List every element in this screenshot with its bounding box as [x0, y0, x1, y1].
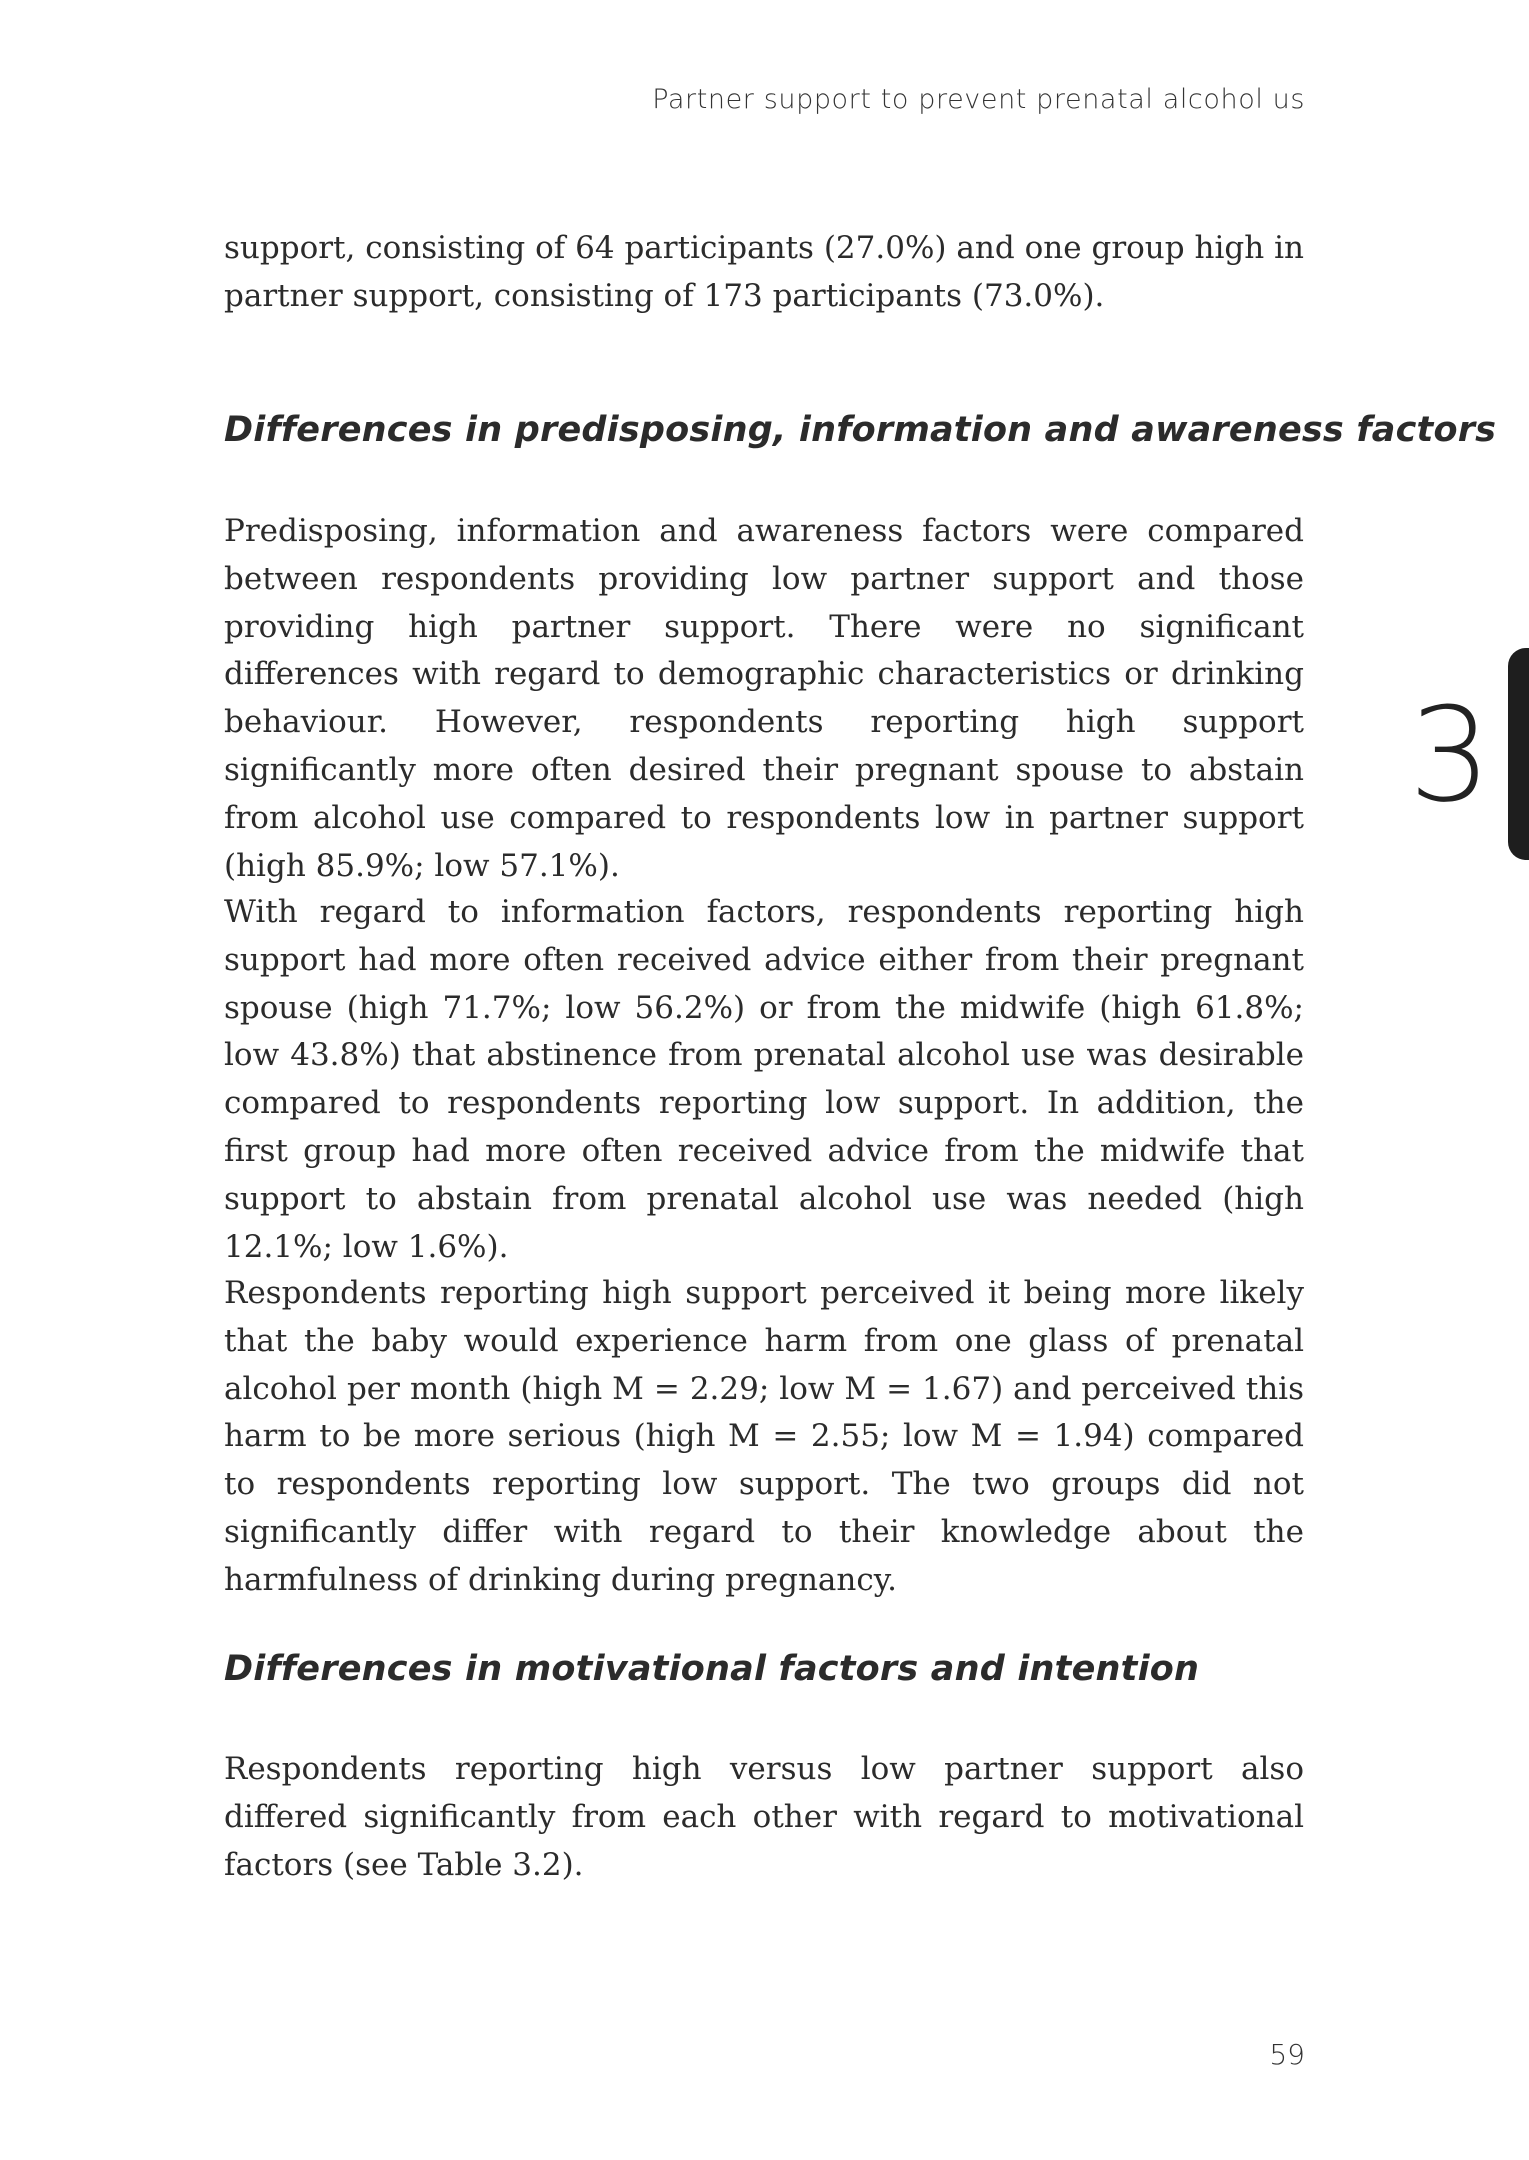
section-heading-motivational: Differences in motivational factors and intention	[224, 1649, 1200, 1689]
section1-paragraph-3: Respondents reporting high support perceived it being more likely that the baby would experience harm from one glass of prenatal alcohol per month (high M = 2.29; low M = 1.67) and perceived this harm to be more serious (high M = 2.55; low M = 1.94) compared to respondents reporting low support. The two groups did not significantly differ with regard to their knowledge about the harmfulness of drinking during pregnancy.	[224, 1275, 1304, 1598]
section1-paragraph-1: Predisposing, information and awareness factors were compared between respondents providing low partner support and those providing high partner support. There were no significant differences with regard to demographic characteristics or drinking behaviour. However, respondents reporting high support significantly more often desired their pregnant spouse to abstain from alcohol use compared to respondents low in partner support (high 85.9%; low 57.1%).	[224, 513, 1304, 884]
chapter-number: 3	[1408, 679, 1492, 831]
section2-paragraph-1: Respondents reporting high versus low partner support also differed significantly from each other with regard to motivational factors (see Table 3.2).	[224, 1751, 1304, 1883]
section1-paragraph3-block	[224, 1270, 1304, 1605]
section-heading-predisposing: Differences in predisposing, information and awareness factors	[224, 410, 1497, 450]
intro-paragraph: support, consisting of 64 participants (27.0%) and one group high in partner support, consisting of 173 participants (73.0%).	[224, 230, 1304, 314]
chapter-tab-marker	[1508, 648, 1529, 860]
section1-paragraph-2: With regard to information factors, respondents reporting high support had more often received advice either from their pregnant spouse (high 71.7%; low 56.2%) or from the midwife (high 61.8%; low 43.8%) that abstinence from prenatal alcohol use was desirable compared to respondents reporting low support. In addition, the first group had more often received advice from the midwife that support to abstain from prenatal alcohol use was needed (high 12.1%; low 1.6%).	[224, 894, 1304, 1265]
section2-paragraph1-block	[224, 1746, 1304, 1889]
section1-paragraph2-block	[224, 889, 1304, 1271]
page-number: 59	[1269, 2038, 1305, 2071]
running-header: Partner support to prevent prenatal alcohol us	[652, 84, 1305, 115]
section1-paragraph1-block	[224, 508, 1304, 890]
intro-paragraph-block	[224, 225, 1304, 321]
